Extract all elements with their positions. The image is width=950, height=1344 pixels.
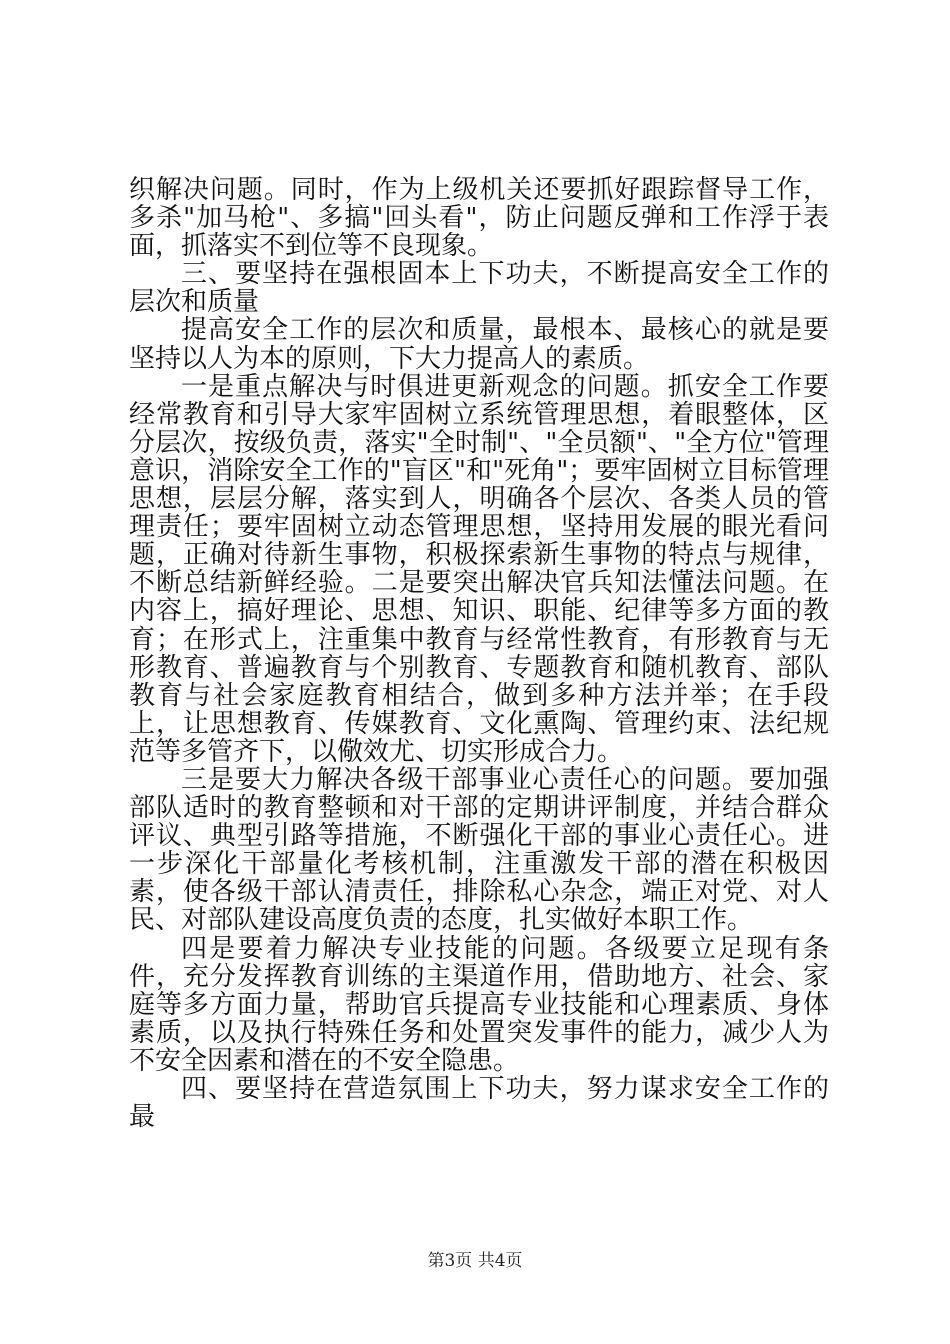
- paragraph-continuation: 织解决问题。同时，作为上级机关还要抓好跟踪督导工作，多杀"加马枪"、多搞"回头看"，防止问题反弹和工作浮于表面，抓落实不到位等不良现象。: [129, 175, 829, 262]
- section-heading-three: 三、要坚持在强根固本上下功夫，不断提高安全工作的层次和质量: [129, 259, 829, 318]
- paragraph-point-four: 四是要着力解决专业技能的问题。各级要立足现有条件，充分发挥教育训练的主渠道作用，借助地方、社会、家庭等多方面力量，帮助官兵提高专业技能和心理素质、身体素质，以及执行特殊任务和处置突发事件的能力，减少人为不安全因素和潜在的不安全隐患。: [129, 933, 829, 1076]
- paragraph-intro: 提高安全工作的层次和质量，最根本、最核心的就是要坚持以人为本的原则，下大力提高人的素质。: [129, 315, 829, 374]
- paragraph-point-three: 三是要大力解决各级干部事业心责任心的问题。要加强部队适时的教育整顿和对干部的定期讲评制度，并结合群众评议、典型引路等措施，不断强化干部的事业心责任心。进一步深化干部量化考核机制，注重激发干部的潜在积极因素，使各级干部认清责任，排除私心杂念，端正对党、对人民、对部队建设高度负责的态度，扎实做好本职工作。: [129, 764, 829, 936]
- paragraph-point-one-two: 一是重点解决与时俱进更新观念的问题。抓安全工作要经常教育和引导大家牢固树立系统管理思想，着眼整体，区分层次，按级负责，落实"全时制"、"全员额"、"全方位"管理意识，消除安全工作的"盲区"和"死角"；要牢固树立目标管理思想，层层分解，落实到人，明确各个层次、各类人员的管理责任；要牢固树立动态管理思想，坚持用发展的眼光看问题，正确对待新生事物，积极探索新生事物的特点与规律，不断总结新鲜经验。二是要突出解决官兵知法懂法问题。在内容上，搞好理论、思想、知识、职能、纪律等多方面的教育；在形式上，注重集中教育与经常性教育，有形教育与无形教育、普遍教育与个别教育、专题教育和随机教育、部队教育与社会家庭教育相结合，做到多种方法并举；在手段上，让思想教育、传媒教育、文化熏陶、管理约束、法纪规范等多管齐下，以儆效尤、切实形成合力。: [129, 371, 829, 767]
- document-body: [129, 176, 829, 1131]
- section-heading-four: 四、要坚持在营造氛围上下功夫，努力谋求安全工作的最: [129, 1074, 829, 1133]
- page-number-footer: 第3页 共4页: [427, 1251, 523, 1271]
